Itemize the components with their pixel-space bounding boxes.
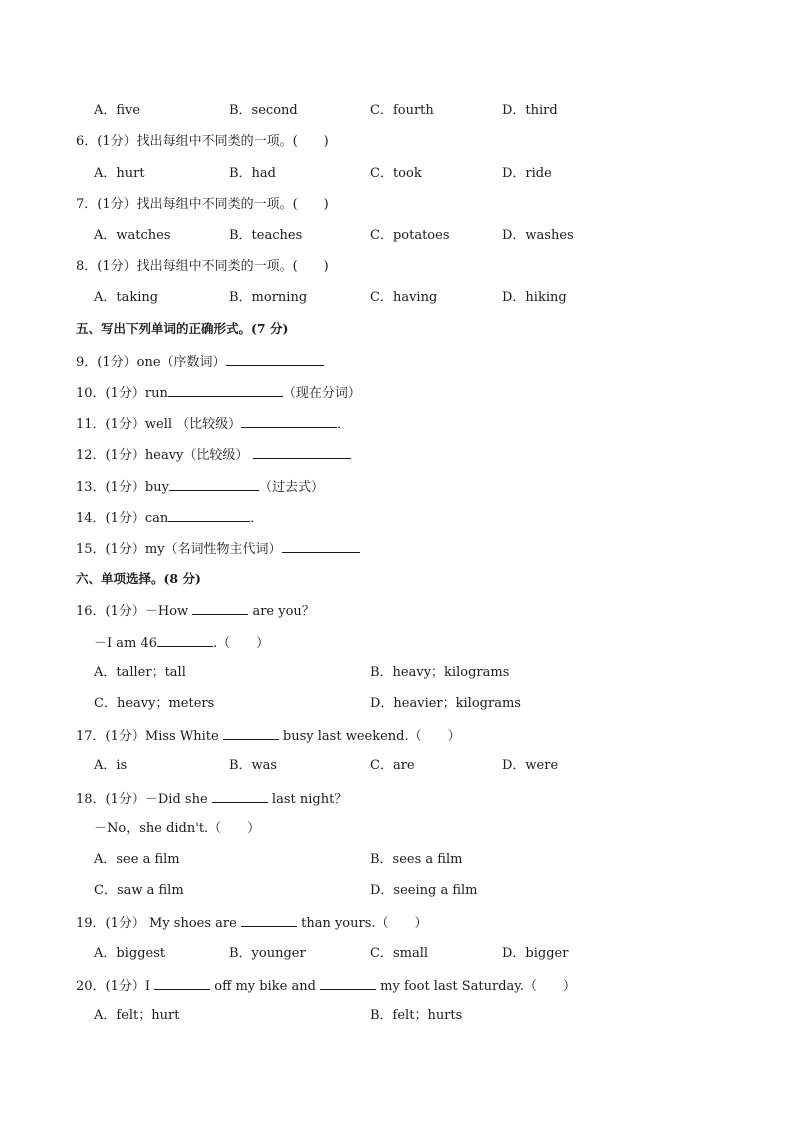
answer-blank[interactable] <box>192 602 248 615</box>
question-text <box>76 415 350 433</box>
answer-option: D．heavier；kilograms <box>370 696 521 711</box>
answer-option: B．morning <box>229 290 308 305</box>
answer-blank[interactable] <box>169 478 259 491</box>
answer-option: C．fourth <box>370 103 434 118</box>
answer-option: A．is <box>94 758 128 773</box>
answer-blank[interactable] <box>168 509 250 522</box>
answer-option: D．seeing a film <box>370 883 478 898</box>
answer-blank[interactable] <box>223 727 279 740</box>
question-fragment: 9．(1分）one（序数词） <box>76 355 226 370</box>
answer-option: C．are <box>370 758 415 773</box>
question-fragment: busy last weekend.（ ） <box>278 729 461 744</box>
answer-option: C．heavy；meters <box>94 696 215 711</box>
answer-option: D．bigger <box>502 946 569 961</box>
answer-option: B．younger <box>229 946 306 961</box>
answer-option: C．small <box>370 946 429 961</box>
question-text <box>76 790 347 808</box>
question-text <box>76 509 263 527</box>
question-fragment: than yours.（ ） <box>296 916 428 931</box>
answer-blank[interactable] <box>212 790 268 803</box>
answer-option: A．felt；hurt <box>94 1008 180 1023</box>
question-fragment: 14．(1分）can <box>76 511 169 526</box>
question-subline: －No，she didn't.（ ） <box>94 821 261 836</box>
question-fragment: 15．(1分）my（名词性物主代词） <box>76 542 282 557</box>
answer-blank[interactable] <box>154 977 210 990</box>
question-subline <box>94 634 269 652</box>
section-heading: 六、单项选择。(8 分) <box>76 571 201 586</box>
question-fragment: off my bike and <box>210 979 321 994</box>
answer-option: A．see a film <box>94 852 180 867</box>
question-fragment: ． <box>250 511 264 526</box>
answer-option: D．were <box>502 758 559 773</box>
question-text <box>76 478 324 496</box>
answer-option: C．saw a film <box>94 883 184 898</box>
answer-blank[interactable] <box>226 353 324 366</box>
answer-option: B．second <box>229 103 298 118</box>
question-fragment: 18．(1分）－Did she <box>76 792 212 807</box>
question-fragment: .（ ） <box>213 636 270 651</box>
answer-blank[interactable] <box>320 977 376 990</box>
question-fragment: are you？ <box>248 604 315 619</box>
answer-blank[interactable] <box>253 446 351 459</box>
question-text: 6．(1分）找出每组中不同类的一项。( ) <box>76 134 329 149</box>
answer-blank[interactable] <box>241 914 297 927</box>
answer-option: D．third <box>502 103 558 118</box>
answer-option: C．having <box>370 290 438 305</box>
answer-option: C．potatoes <box>370 228 450 243</box>
question-text <box>76 540 360 558</box>
answer-option: B．sees a film <box>370 852 463 867</box>
answer-option: B．felt；hurts <box>370 1008 463 1023</box>
question-text <box>76 446 351 464</box>
question-fragment: 17．(1分）Miss White <box>76 729 223 744</box>
answer-blank[interactable] <box>157 634 213 647</box>
answer-option: A．watches <box>94 228 171 243</box>
question-fragment: 19．(1分） My shoes are <box>76 916 241 931</box>
question-text: 8．(1分）找出每组中不同类的一项。( ) <box>76 259 329 274</box>
question-fragment: my foot last Saturday.（ ） <box>376 979 577 994</box>
question-fragment: （过去式） <box>258 480 324 495</box>
answer-option: D．ride <box>502 166 552 181</box>
answer-option: A．taller；tall <box>94 665 186 680</box>
question-text <box>76 353 324 371</box>
question-fragment: （现在分词） <box>282 386 361 401</box>
question-fragment: 13．(1分）buy <box>76 480 169 495</box>
answer-blank[interactable] <box>168 384 283 397</box>
question-fragment: 12．(1分）heavy（比较级） <box>76 448 253 463</box>
question-text: 7．(1分）找出每组中不同类的一项。( ) <box>76 197 329 212</box>
answer-option: D．washes <box>502 228 574 243</box>
question-fragment: 20．(1分）I <box>76 979 155 994</box>
answer-option: A．biggest <box>94 946 166 961</box>
answer-option: B．was <box>229 758 278 773</box>
question-text <box>76 727 461 745</box>
answer-option: C．took <box>370 166 422 181</box>
answer-option: A．five <box>94 103 141 118</box>
question-text <box>76 384 361 402</box>
question-fragment: last night？ <box>267 792 348 807</box>
question-fragment: 10．(1分）run <box>76 386 168 401</box>
answer-blank[interactable] <box>241 415 337 428</box>
question-fragment: 16．(1分）－How <box>76 604 193 619</box>
answer-option: B．teaches <box>229 228 303 243</box>
question-fragment: 11．(1分）well （比较级） <box>76 417 242 432</box>
answer-option: B．heavy；kilograms <box>370 665 510 680</box>
answer-blank[interactable] <box>282 540 360 553</box>
question-text <box>76 602 315 620</box>
section-heading: 五、写出下列单词的正确形式。(7 分) <box>76 321 289 336</box>
answer-option: A．taking <box>94 290 159 305</box>
answer-option: A．hurt <box>94 166 145 181</box>
answer-option: B．had <box>229 166 276 181</box>
question-text <box>76 977 576 995</box>
question-fragment: －I am 46 <box>94 636 158 651</box>
question-text <box>76 914 428 932</box>
question-fragment: ． <box>337 417 351 432</box>
answer-option: D．hiking <box>502 290 567 305</box>
